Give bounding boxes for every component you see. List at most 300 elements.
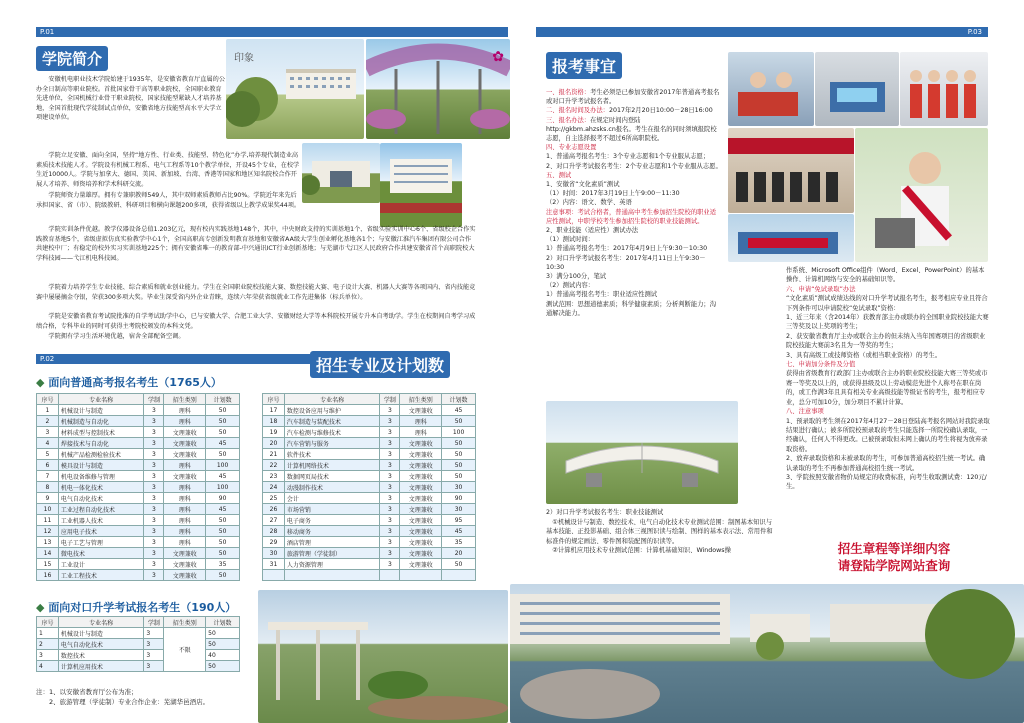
cell: 会计: [284, 493, 379, 504]
cell: 14: [37, 548, 59, 559]
cell: 文理兼收: [400, 548, 442, 559]
cell: 模具设计与制造: [58, 460, 144, 471]
cell: 电气自动化技术: [58, 493, 144, 504]
cell: 文理兼收: [400, 449, 442, 460]
cell: 机械产品检测检验技术: [58, 449, 144, 460]
apply-line-text: 3、学院按照安徽省物价局规定的收费标准，向考生收取测试费：120元/生。: [786, 473, 987, 491]
cell: 3: [380, 504, 400, 515]
cell: 理科: [164, 482, 206, 493]
table-row: [263, 438, 476, 449]
cell: 市场营销: [284, 504, 379, 515]
table-row: [37, 570, 240, 581]
cell: 30: [442, 482, 476, 493]
apply-line-text: 1、近三年来（含2014年）获教育部主办或联办的全国职业院校技能大赛三等奖及以上奖项的考生；: [786, 314, 989, 331]
page-number: P.01: [40, 28, 55, 36]
cell: 50: [442, 559, 476, 570]
workshop-photo-1: [728, 52, 814, 126]
col-header: 专业名称: [284, 394, 379, 405]
cell: 工业设计: [58, 559, 144, 570]
intro-text-1: 安徽机电职业技术学院始建于1935年，是安徽省教育厅直属的公办全日制高等职业院校。首批国家骨干高等职业院校，全国职业教育先进单位，全国机械行业骨干职业院校，国家技能型紧缺人才培养基地，全国首批现代学徒制试点单位，安徽省地方技能型高水平大学立项建设单位。: [36, 76, 226, 122]
apply-line-label: 一、报名资格：: [546, 89, 591, 96]
cell: 工业机器人技术: [58, 515, 144, 526]
vocational-heading: [36, 599, 236, 615]
table-row: [263, 405, 476, 416]
cell: 50: [442, 460, 476, 471]
cell: 50: [206, 449, 240, 460]
cell: 30: [263, 548, 285, 559]
cell: 3: [380, 416, 400, 427]
cell: 27: [263, 515, 285, 526]
apply-line-text: （1）时间：2017年3月19日上午9:00－11:30: [546, 190, 680, 198]
intro-text-4: 学院实训条件优越。教学仪器设备总值1.203亿元，现有校内实践基地148个，其中，中央财政支持的实训基地1个、省级实验实训中心6个、省级校企合作实践教育基地5个，省级虚拟仿真实验教学中心1个，全国高职高专创新发明教育基地和安徽省AA级大学生创业孵化基地各1个；与安徽江淮汽车集团有限公司合作共建校中厂；有稳定的校外实习实训基地225个；拥有安徽省唯一的教育部-中兴通讯ICT行业创新基地；与芜湖市弋江区人民政府合作共建安徽省首个高职院校大学科技园——弋江机电科技园。: [36, 226, 476, 262]
cell: 3: [380, 482, 400, 493]
apply-line: [786, 473, 990, 492]
apply-line: [546, 244, 722, 253]
bullet-icon: ◆: [36, 601, 45, 614]
cell: 50: [206, 661, 240, 672]
cell: [284, 570, 379, 581]
page-number-bar-2: [36, 354, 326, 364]
cell: 3: [37, 427, 59, 438]
table-row: [263, 548, 476, 559]
cell: 微电技术: [58, 548, 144, 559]
apply-right-column: [786, 266, 990, 492]
table-row: [37, 515, 240, 526]
col-header: 序号: [37, 617, 59, 628]
table-row: [263, 471, 476, 482]
cell: 旅游管理（学徒制）: [284, 548, 379, 559]
cell: 50: [442, 449, 476, 460]
table-row: [263, 416, 476, 427]
apply-line: [546, 235, 722, 244]
competition-illustration: [728, 214, 854, 262]
vocational-table: [36, 616, 240, 672]
table-row: [37, 548, 240, 559]
cell: 8: [37, 482, 59, 493]
apply-line: [546, 198, 722, 207]
apply-line: [546, 162, 722, 171]
cell: 文理兼收: [400, 515, 442, 526]
apply-line-label: 注意事项：: [546, 208, 578, 216]
notes: [36, 688, 256, 707]
general-heading-text: 面向普通高考报名考生（1765人）: [48, 376, 222, 389]
cell: 文理兼收: [164, 548, 206, 559]
cell: 文理兼收: [164, 471, 206, 482]
cell: 45: [206, 438, 240, 449]
cell: 计算机网络技术: [284, 460, 379, 471]
apply-line: [786, 407, 990, 416]
cell: 100: [206, 482, 240, 493]
cell: 3: [380, 559, 400, 570]
cell: 3: [144, 639, 164, 650]
table-row: [263, 559, 476, 570]
cell: 29: [263, 537, 285, 548]
cell: 50: [206, 628, 240, 639]
campus-lake-illustration: [510, 584, 1024, 723]
apply-line: [786, 369, 990, 407]
apply-line-label: 四、专业志愿设置: [546, 144, 597, 152]
campus-lake-photo: [510, 584, 1024, 723]
cell: 文理兼收: [400, 460, 442, 471]
cell: 40: [206, 650, 240, 661]
table-row: [37, 460, 240, 471]
cell: 4: [37, 438, 59, 449]
apply-line: [786, 313, 990, 332]
table-row: [263, 449, 476, 460]
cell: 20: [442, 548, 476, 559]
cell: 机械制造与自动化: [58, 416, 144, 427]
book-sculpture-illustration: [546, 401, 738, 504]
apply-line-text: 3、具有高级工或技师资格（或相当职业资格）的考生。: [786, 351, 942, 359]
competition-photo: [728, 214, 854, 262]
cell: 文理兼收: [400, 537, 442, 548]
table-row: [263, 570, 476, 581]
pergola-flowers-photo: [366, 39, 510, 139]
apply-line-text: “文化素质”测试成绩达线的对口升学考试报名考生，报考相应专业且符合下列条件可以申请院校“免试录取”资格：: [786, 295, 988, 312]
cell: 计算机应用技术: [58, 661, 143, 672]
note-2: 2、旅游管理（学徒制）专业合作企业：芜湖华邑酒店。: [49, 697, 210, 706]
col-header: 专业名称: [58, 617, 143, 628]
apply-line: [786, 454, 990, 473]
cell: 文理兼收: [400, 559, 442, 570]
cell: 电子商务: [284, 515, 379, 526]
apply-line: [546, 106, 722, 115]
cell: 50: [206, 570, 240, 581]
cell: 3: [144, 471, 164, 482]
cell: 6: [37, 460, 59, 471]
highlight-line-1: 招生章程等详细内容: [837, 541, 951, 556]
cell: 文理兼收: [164, 570, 206, 581]
apply-line: [786, 417, 990, 455]
section-title-intro: 学院简介: [36, 46, 108, 71]
cell: 25: [263, 493, 285, 504]
apply-line: [546, 88, 722, 106]
cell: 工业过程自动化技术: [58, 504, 144, 515]
flower-decoration-icon: ✿: [492, 49, 504, 65]
cell: 12: [37, 526, 59, 537]
cell: 28: [263, 526, 285, 537]
cell: 100: [206, 460, 240, 471]
cell: 汽车营销与服务: [284, 438, 379, 449]
cell: 20: [263, 438, 285, 449]
cell: 16: [37, 570, 59, 581]
cell: 3: [380, 526, 400, 537]
cell: 文理兼收: [164, 427, 206, 438]
cell: 3: [144, 405, 164, 416]
general-table-left: [36, 393, 240, 581]
intro-para-5: [36, 283, 476, 302]
bullet-icon: ◆: [36, 376, 45, 389]
apply-line: [786, 332, 990, 351]
apply-line: [546, 171, 722, 180]
cell: 13: [37, 537, 59, 548]
cell: 90: [442, 493, 476, 504]
section-title-apply: 报考事宜: [546, 52, 622, 79]
student-illustration: [855, 128, 988, 262]
note-1: 注：1、以安徽省教育厅公布为准；: [36, 688, 138, 696]
apply-line-label: 六、申请“免试录取”办法: [786, 285, 856, 293]
cell: 汽车检测与维修技术: [284, 427, 379, 438]
cell: 50: [206, 639, 240, 650]
apply-line: [546, 254, 722, 272]
apply-line: [546, 290, 722, 299]
cell: 3: [380, 548, 400, 559]
cell: 45: [442, 405, 476, 416]
cell: 50: [206, 526, 240, 537]
book-sculpture-photo: [546, 401, 738, 504]
student-work-photo: [855, 128, 988, 262]
cell: 机械设计与制造: [58, 628, 143, 639]
cell: 3: [144, 449, 164, 460]
apply-line-text: 考试合格者，普通高中考生参加招生院校的职业适应性测试，中职学校考生参加招生院校的职业技能测试。: [546, 208, 717, 225]
cell: 文理兼收: [400, 482, 442, 493]
apply-line-text: 1、预录取的考生须在2017年4月27－28日登陆高考报名网站对我院录取结果进行确认；被多所院校预录取的考生只能选择一所院校确认录取，一经确认，任何人不得更改。已被预录取但未网上确认的考生将视为放弃录取资格。: [786, 417, 990, 453]
col-header: 学制: [144, 617, 164, 628]
apply-line: [546, 300, 722, 318]
cell: 汽车制造与装配技术: [284, 416, 379, 427]
cell: 3: [380, 427, 400, 438]
intro-para-1: [36, 75, 226, 123]
col-header: 学制: [144, 394, 164, 405]
cell: 3: [144, 526, 164, 537]
cell: 机电一体化技术: [58, 482, 144, 493]
cell: [400, 570, 442, 581]
cell: 45: [206, 504, 240, 515]
campus-building-photo: [226, 39, 364, 139]
cell: 50: [206, 427, 240, 438]
cell: 3: [380, 449, 400, 460]
cell: 理科: [164, 504, 206, 515]
cell: 理科: [400, 416, 442, 427]
cell: 理科: [164, 416, 206, 427]
garden-pavilion-photo: [258, 590, 508, 723]
pergola-illustration: [366, 39, 510, 139]
intro-text-2: 学院立足安徽、面向全国，坚持“地方性、行业类、技能型、特色化”办学,培养现代制造业高素质技术技能人才。学院设有机械工程系、电气工程系等10个教学单位，开设45个专业，在校学生近10000人。学院与加拿大、德国、美国、新加坡、台湾、香港等国家和地区知名院校合作开展人才培养、师资培养和学术科研交流。: [36, 152, 300, 188]
cell: 21: [263, 449, 285, 460]
table-row: [37, 661, 240, 672]
apply-line: [546, 116, 722, 125]
cell: [263, 570, 285, 581]
cell: 3: [380, 493, 400, 504]
table-row: [37, 639, 240, 650]
cell: 26: [263, 504, 285, 515]
table-row: [37, 471, 240, 482]
cell: 3: [37, 650, 59, 661]
cell: [442, 570, 476, 581]
intro-text-6: 学院是安徽省教育考试院批准的自学考试助学中心，已与安徽大学、合肥工业大学、安徽财经大学等本科院校开展专升本自考助学。学生在校期间自考学习成绩合格，专科毕业的同时可获得主考院校颁发的本科文凭。: [36, 313, 476, 330]
cell: 材料成型与控制技术: [58, 427, 144, 438]
apply-line-text: 1）普通高考报名考生：2017年4月9日上午9:30－10:30: [546, 245, 708, 253]
apply-line-text: 1、普通高考报名考生：3个专业志愿和1个专业服从志愿；: [546, 153, 710, 161]
cell: 理科: [164, 460, 206, 471]
cell: 15: [37, 559, 59, 570]
website-highlight: [800, 540, 988, 574]
cell: 3: [144, 537, 164, 548]
cell: 理科: [400, 427, 442, 438]
cell: 机械设计与制造: [58, 405, 144, 416]
cell: 文理兼收: [400, 493, 442, 504]
cell: 1: [37, 628, 59, 639]
table-row: [37, 427, 240, 438]
apply-line-text: 作系统、Microsoft Office组件（Word、Excel、PowerPoint）的基本操作、计算机网络与安全的基础知识等。: [786, 267, 985, 284]
cell: 3: [380, 537, 400, 548]
group-award-photo: [728, 128, 854, 213]
apply-line: [546, 189, 722, 198]
col-header: 计划数: [206, 394, 240, 405]
apply-line-label: 二、报名时间及办法：: [546, 107, 609, 115]
apply-line: [546, 180, 722, 189]
table-row: [37, 526, 240, 537]
cell: 文理兼收: [400, 526, 442, 537]
dormitory-photo: [380, 143, 462, 227]
apply-line-text: 2017年2月20日10:00－28日16:00: [608, 107, 713, 115]
lab-photo: [815, 52, 899, 126]
cell: 3: [144, 416, 164, 427]
apply-line: [546, 272, 722, 281]
apply-line: [546, 152, 722, 161]
table-row: [263, 515, 476, 526]
apply-line-text: 3）满分100分，笔试: [546, 273, 607, 281]
apply-mid-column: [546, 88, 722, 318]
intro-para-6: [36, 312, 476, 331]
gate-illustration: [302, 143, 380, 203]
logo-stamp: 印象: [234, 53, 254, 64]
cell: 31: [263, 559, 285, 570]
intro-para-4: [36, 225, 476, 263]
cell: 22: [263, 460, 285, 471]
general-table-right: [262, 393, 476, 581]
cell: 移动商务: [284, 526, 379, 537]
cell: 23: [263, 471, 285, 482]
cell: 工业工程技术: [58, 570, 144, 581]
cell: 3: [144, 482, 164, 493]
lab-illustration: [815, 52, 899, 126]
pavilion-illustration: [258, 590, 508, 723]
cell: 3: [380, 438, 400, 449]
cell: 数控设备应用与维护: [284, 405, 379, 416]
apply-line: [546, 208, 722, 226]
mid-bottom-1: 2）对口升学考试报名考生：职业技能测试: [546, 509, 664, 516]
cell: 理科: [164, 405, 206, 416]
apply-line-text: （2）内容：语文、数学、英语: [546, 199, 632, 207]
cell: 24: [263, 482, 285, 493]
cell: 3: [144, 504, 164, 515]
col-header: 专业名称: [58, 394, 144, 405]
apply-line-label: 八、注意事项: [786, 408, 824, 416]
apply-line-label: 五、测试: [546, 171, 572, 179]
cell: 电气自动化技术: [58, 639, 143, 650]
mid-bottom-3: ②计算机应用技术专业测试范围：计算机基础知识、Windows操: [552, 547, 731, 555]
apply-line-text: 1）普通高考报名考生：职业适应性测试: [546, 291, 658, 299]
apply-line: [786, 360, 990, 369]
gate-photo: [302, 143, 380, 203]
apply-line-text: 2、获安徽省教育厅主办或联合主办的但未纳入当年国赛项目的省级职业院校技能大赛前3名且为一等奖的考生；: [786, 332, 986, 350]
cell: 理科: [164, 537, 206, 548]
apply-line: [546, 281, 722, 290]
intro-para-2: [36, 151, 302, 189]
table-row: [263, 504, 476, 515]
cell: [380, 570, 400, 581]
cell: 3: [144, 438, 164, 449]
table-row: [263, 460, 476, 471]
col-header: 计划数: [206, 617, 240, 628]
cell: 3: [144, 493, 164, 504]
table-row: [263, 427, 476, 438]
cell: 3: [144, 570, 164, 581]
intro-text-3: 学院师资力量雄厚。拥有专兼职教师549人，其中双师素质教师占比90%。学院近年来先后承担国家、省（市）、院级教研、科研项目和横向课题200多项，获得省级以上教学成果奖44项。: [36, 192, 301, 209]
table-row: [37, 438, 240, 449]
cell: 3: [380, 460, 400, 471]
cell: 文理兼收: [400, 438, 442, 449]
apply-line-label: 三、报名办法：: [546, 116, 591, 124]
cell: 4: [37, 661, 59, 672]
cell: 人力资源管理: [284, 559, 379, 570]
cell: 3: [380, 471, 400, 482]
col-header: 招生类别: [164, 394, 206, 405]
apply-line-text: 1、安徽省“文化素质”测试: [546, 181, 620, 189]
apply-line: [786, 351, 990, 360]
cell: 酒店管理: [284, 537, 379, 548]
apply-line: [786, 266, 990, 285]
apply-line-text: 考生必须是已参加安徽省2017年普通高考报名或对口升学考试报名者。: [546, 89, 720, 106]
award-students-photo: [900, 52, 988, 126]
section-title-plan: 招生专业及计划数: [310, 351, 450, 378]
cell: 文理兼收: [164, 559, 206, 570]
cell: 文理兼收: [400, 504, 442, 515]
apply-line-text: （2）测试内容：: [546, 282, 595, 290]
cell: 100: [442, 427, 476, 438]
cell: 30: [442, 504, 476, 515]
cell: 文理兼收: [400, 405, 442, 416]
cell: 3: [144, 460, 164, 471]
vocational-heading-text: 面向对口升学考试报名考生（190人）: [48, 601, 237, 614]
cell: 10: [37, 504, 59, 515]
cell: 3: [144, 427, 164, 438]
cell: 5: [37, 449, 59, 460]
apply-line-text: 2、职业技能（适应性）测试办法: [546, 227, 639, 235]
cell: 3: [144, 661, 164, 672]
apply-line: [786, 294, 990, 313]
cell: 7: [37, 471, 59, 482]
apply-line-text: 2）对口升学考试报名考生：2017年4月11日上午9:30－10:30: [546, 254, 706, 271]
cell: 焊接技术与自动化: [58, 438, 144, 449]
cell: 应用电子技术: [58, 526, 144, 537]
apply-line-text: 获得由省级教育行政部门主办或联合主办的职业院校技能大赛三等奖或市赛一等奖及以上的，或获得县级及以上劳动模范先进个人称号在职在岗的，或工作满3年且具有相关专业高级技能等级证书的考生，报考相应专业，总分可加10分，加分项目不累计计算。: [786, 370, 988, 406]
cell: 数控技术: [58, 650, 143, 661]
page-number: P.03: [967, 28, 982, 36]
apply-line: [546, 143, 722, 152]
table-row: [37, 482, 240, 493]
apply-line-text: http://gkbm.ahzsks.cn报名。考生在报名的同时须填报院校志愿，自主选择报考不超过6所高职院校。: [546, 125, 717, 143]
cell: 3: [380, 515, 400, 526]
cell: 3: [144, 548, 164, 559]
cell: 50: [442, 471, 476, 482]
apply-line: [546, 125, 722, 143]
highlight-line-2: 请登陆学院网站查询: [837, 558, 951, 573]
apply-line-text: 测试范围：思想道德素质；科学健康素质；分析判断能力；沟通解决能力。: [546, 300, 717, 317]
cell: 9: [37, 493, 59, 504]
general-heading: [36, 374, 222, 390]
cell: 3: [144, 559, 164, 570]
cell: 动漫制作技术: [284, 482, 379, 493]
cell: 50: [442, 438, 476, 449]
col-header: 招生类别: [164, 617, 206, 628]
cell: 95: [442, 515, 476, 526]
dormitory-illustration: [380, 143, 462, 227]
table-row: [37, 504, 240, 515]
cell: 文理兼收: [164, 438, 206, 449]
workshop-illustration: [728, 52, 814, 126]
